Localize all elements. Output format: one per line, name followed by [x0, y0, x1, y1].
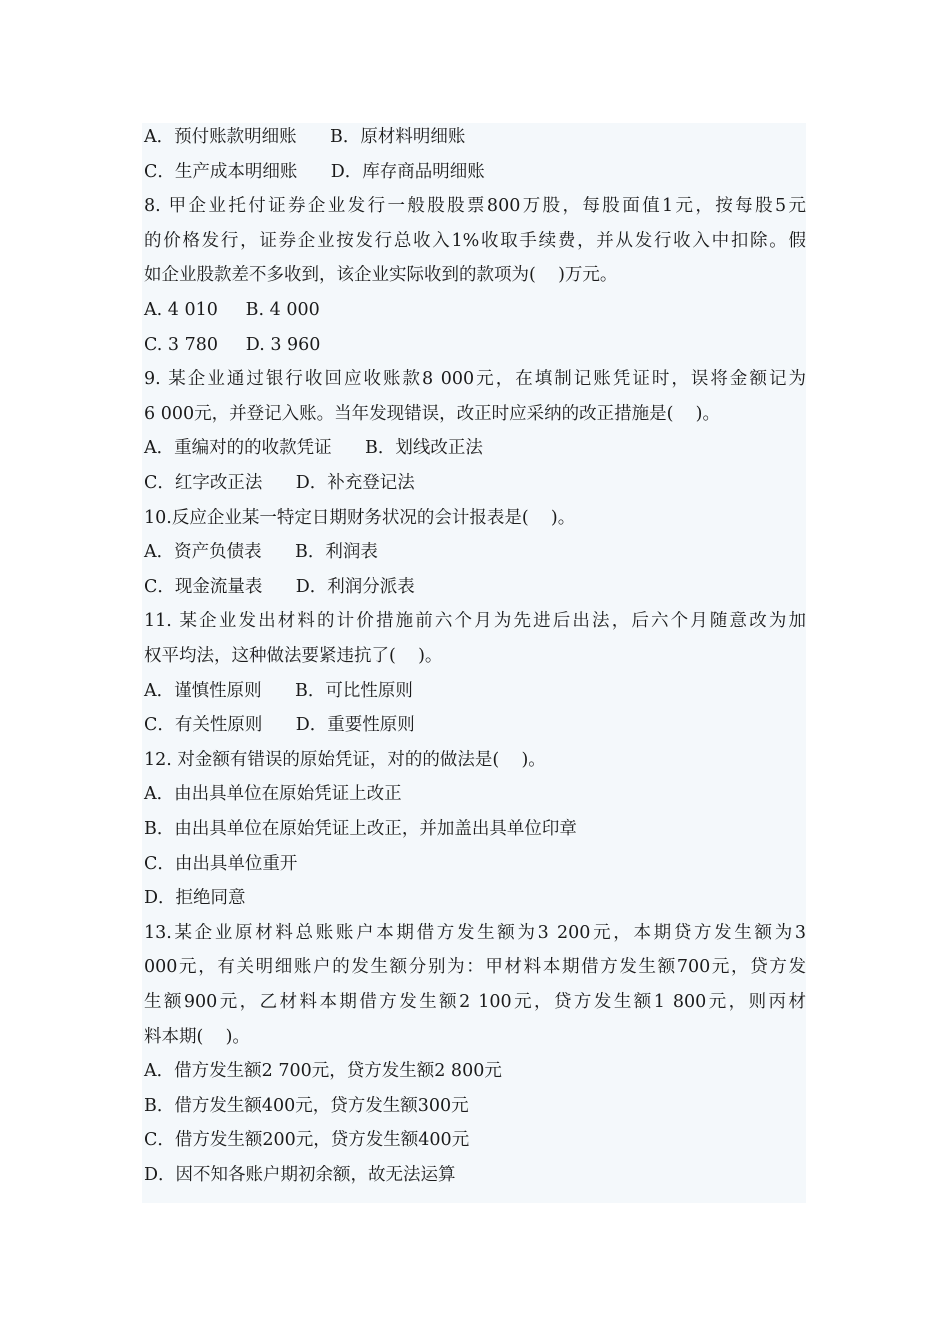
text-line: C. 3 780 D. 3 960	[144, 334, 321, 355]
text-line: 9. 某企业通过银行收回应收账款8 000元，在填制记账凭证时，误将金额记为	[144, 369, 806, 390]
text-line: 生额900元，乙材料本期借方发生额2 100元，贷方发生额1 800元，则丙材	[144, 992, 806, 1012]
text-line: 11. 某企业发出材料的计价措施前六个月为先进后出法，后六个月随意改为加	[144, 611, 806, 632]
text-line: 料本期( )。	[144, 1026, 250, 1047]
text-line: C．由出具单位重开	[144, 853, 298, 874]
text-line: 13.某企业原材料总账账户本期借方发生额为3 200元，本期贷方发生额为3	[144, 922, 806, 943]
document-page	[142, 123, 806, 1203]
text-line: A. 4 010 B. 4 000	[144, 300, 320, 320]
text-line: A．预付账款明细账 B．原材料明细账	[144, 127, 466, 147]
text-line: C．借方发生额200元，贷方发生额400元	[144, 1130, 470, 1151]
text-line: D．拒绝同意	[144, 888, 246, 909]
text-line: 10.反应企业某一特定日期财务状况的会计报表是( )。	[144, 507, 576, 528]
text-line: C．现金流量表 D．利润分派表	[144, 576, 415, 597]
text-line: C．有关性原则 D．重要性原则	[144, 715, 415, 736]
text-line: 的价格发行，证券企业按发行总收入1%收取手续费，并从发行收入中扣除。假	[144, 230, 806, 251]
text-line: 12. 对金额有错误的原始凭证，对的的做法是( )。	[144, 749, 546, 770]
text-line: A．资产负债表 B．利润表	[144, 542, 378, 563]
text-line: C．生产成本明细账 D．库存商品明细账	[144, 161, 485, 182]
text-line: B．由出具单位在原始凭证上改正，并加盖出具单位印章	[144, 819, 577, 839]
text-line: B．借方发生额400元，贷方发生额300元	[144, 1095, 469, 1116]
text-line: 8. 甲企业托付证券企业发行一般股股票800万股，每股面值1元，按每股5元	[144, 196, 806, 217]
text-line: A．重编对的的收款凭证 B．划线改正法	[144, 438, 483, 459]
text-line: A．借方发生额2 700元，贷方发生额2 800元	[144, 1061, 502, 1082]
text-line: 如企业股款差不多收到，该企业实际收到的款项为( )万元。	[144, 265, 618, 286]
text-line: C．红字改正法 D．补充登记法	[144, 473, 415, 493]
text-line: 000元，有关明细账户的发生额分别为：甲材料本期借方发生额700元，贷方发	[144, 957, 806, 978]
text-line: 6 000元，并登记入账。当年发现错误，改正时应采纳的改正措施是( )。	[144, 403, 721, 424]
text-line: 权平均法，这种做法要紧违抗了( )。	[144, 646, 443, 666]
text-line: A．谨慎性原则 B．可比性原则	[144, 680, 413, 701]
text-line: A．由出具单位在原始凭证上改正	[144, 784, 402, 805]
text-line: D．因不知各账户期初余额，故无法运算	[144, 1165, 456, 1185]
